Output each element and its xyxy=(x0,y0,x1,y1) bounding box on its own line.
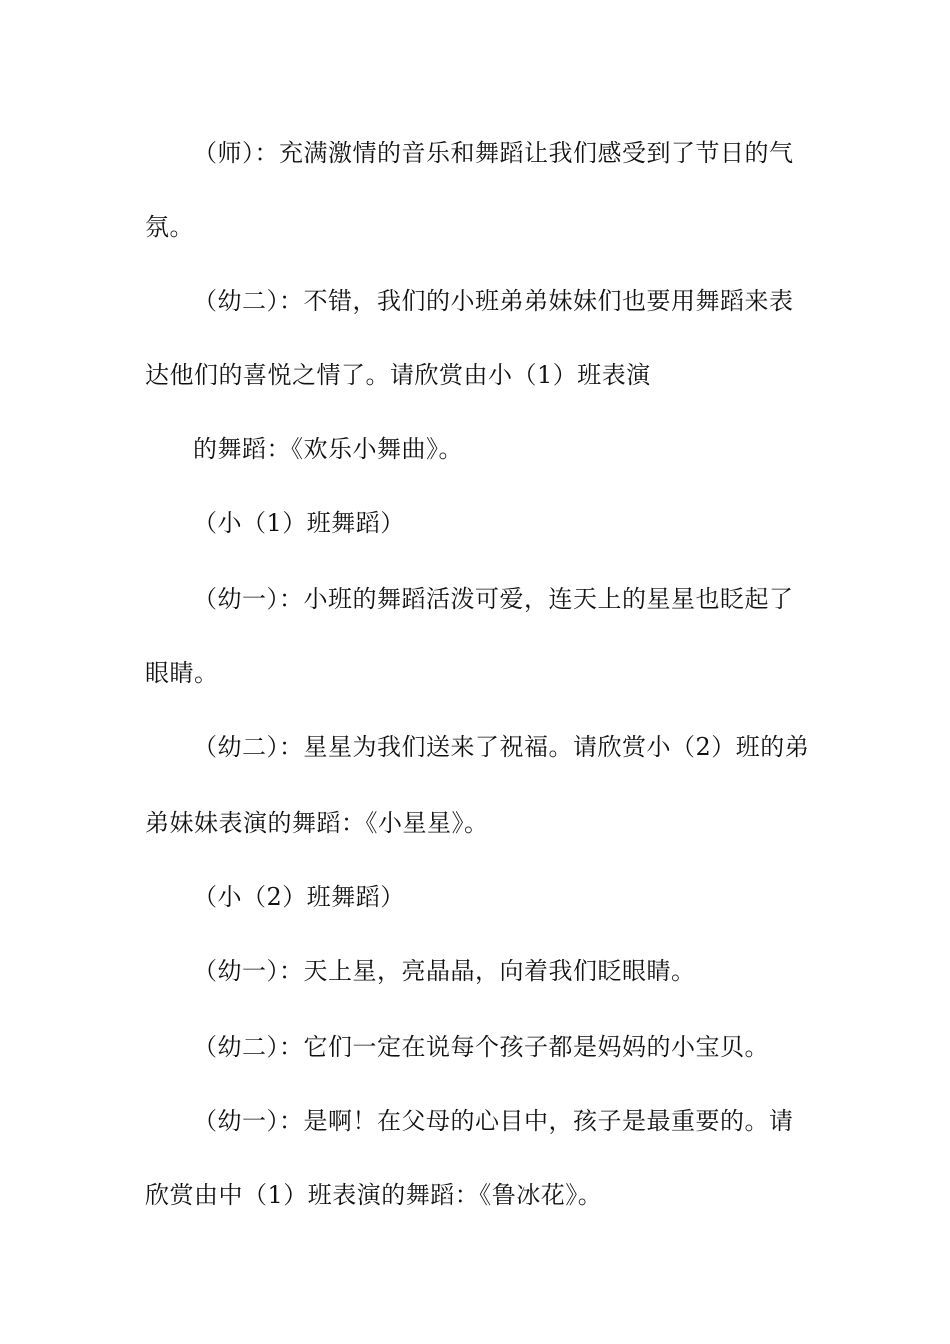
text-line: （小（2）班舞蹈） xyxy=(193,883,405,911)
text-line: （幼一）：是啊！在父母的心目中，孩子是最重要的。请 xyxy=(193,1107,794,1135)
text-line: 氛。 xyxy=(145,213,194,241)
text-line: （幼二）：它们一定在说每个孩子都是妈妈的小宝贝。 xyxy=(193,1033,769,1061)
text-line: （幼二）：星星为我们送来了祝福。请欣赏小（2）班的弟 xyxy=(193,733,810,761)
text-line: （师）：充满激情的音乐和舞蹈让我们感受到了节日的气 xyxy=(193,139,794,167)
text-line: 达他们的喜悦之情了。请欣赏由小（1）班表演 xyxy=(145,361,651,389)
text-line: 眼睛。 xyxy=(145,659,219,687)
text-line: （幼一）：小班的舞蹈活泼可爱，连天上的星星也眨起了 xyxy=(193,585,794,613)
text-line: （幼一）：天上星，亮晶晶，向着我们眨眼睛。 xyxy=(193,957,696,985)
text-line: （幼二）：不错，我们的小班弟弟妹妹们也要用舞蹈来表 xyxy=(193,287,794,315)
text-line: 欣赏由中（1）班表演的舞蹈：《鲁冰花》。 xyxy=(145,1181,603,1209)
text-line: 弟妹妹表演的舞蹈：《小星星》。 xyxy=(145,809,489,837)
text-line: （小（1）班舞蹈） xyxy=(193,509,405,537)
text-line: 的舞蹈：《欢乐小舞曲》。 xyxy=(193,435,463,463)
